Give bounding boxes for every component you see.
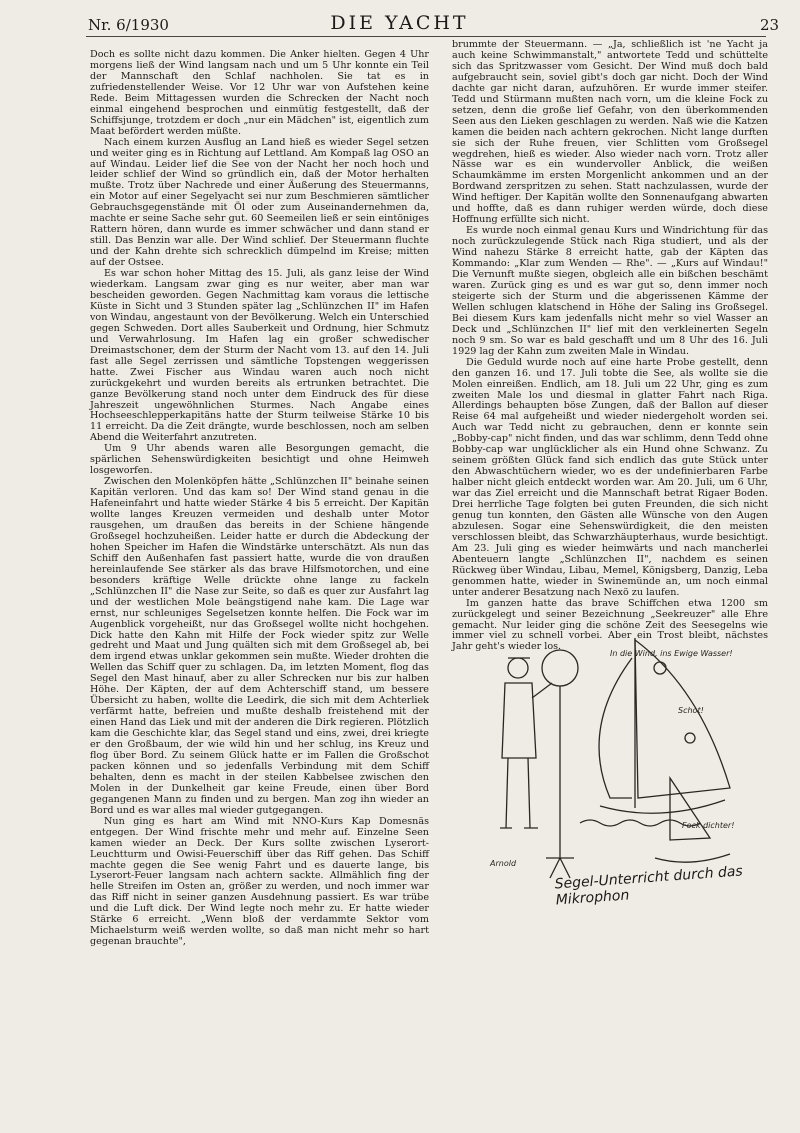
cartoon-illustration xyxy=(460,628,760,888)
drawing-lettering: Schot! xyxy=(678,706,704,715)
paragraph: Doch es sollte nicht dazu kommen. Die Anker hielten. Gegen 4 Uhr morgens ließ der Wind langsam nach und um 5 Uhr konnte ein Teil der Mannschaft den Schlaf nachholen. Sie tat es in zufriedenstellender Weise. Vor 12 Uhr war von Aufstehen keine Rede. Beim Mittagessen wurden die Schrecken der Nacht noch einmal eingehend besprochen und einmütig festgestellt, daß der Schiffsjunge, trotzdem er doch „nur ein Mädchen" ist, eigentlich zum Maat befördert werden müßte. xyxy=(90,49,429,137)
page-number: 23 xyxy=(760,16,780,34)
issue-number: Nr. 6/1930 xyxy=(88,16,169,34)
article-column-right xyxy=(452,39,768,653)
article-column-left xyxy=(90,50,429,1090)
paragraph: brummte der Steuermann. — „Ja, schließlich ist 'ne Yacht ja auch keine Schwimmanstalt," antwortete Tedd und schüttelte sich das Spritzwasser vom Gesicht. Der Wind muß doch bald aufgebraucht sein, soviel gibt's doch gar nicht. Doch der Wind dachte gar nicht daran, aufzuhören. Er wurde immer steifer. Tedd und Stürmann mußten nach vorn, um die kleine Fock zu setzen, denn die große lief Gefahr, von den überkommenden Seen aus den Lieken geschlagen zu werden. Naß wie die Katzen kamen die beiden nach achtern gekrochen. Nicht lange durften sie sich der Ruhe freuen, vier Schlitten vom Großsegel wegdrehen, hieß es wieder. Also wieder nach vorn. Trotz aller Nässe war es ein wundervoller Anblick, die weißen Schaumkämme im ersten Morgenlicht ankommen und an der Bordwand zerspritzen zu sehen. Statt nachzulassen, wurde der Wind heftiger. Der Kapitän wollte den Sonnenaufgang abwarten und hoffte, daß es dann ruhiger werden würde, doch diese Hoffnung erfüllte sich nicht. xyxy=(452,39,768,226)
drawing-lettering: In die Wind, ins Ewige Wasser! xyxy=(610,649,733,658)
paragraph: Um 9 Uhr abends waren alle Besorgungen gemacht, die spärlichen Sehenswürdigkeiten besichtigt und ohne Heimweh losgeworfen. xyxy=(90,443,429,477)
artist-signature: Arnold xyxy=(490,859,517,868)
paragraph: Nun ging es hart am Wind mit NNO-Kurs Kap Domesnäs entgegen. Der Wind frischte mehr und mehr auf. Einzelne Seen kamen wieder an Deck. Der Kurs sollte zwischen Lyserort-Leuchtturm und Owisi-Feuerschiff über das Riff gehen. Das Schiff machte gegen die See wenig Fahrt und es dauerte lange, bis Lyserort-Feuer langsam nach achtern sackte. Allmählich fing der helle Streifen im Osten an, größer zu werden, und noch immer war das Riff nicht in seiner ganzen Ausdehnung passiert. Es war trübe und die Luft dick. Der Wind legte noch mehr zu. Er hatte wieder Stärke 6 erreicht. „Wenn bloß der verdammte Sektor vom Michaelsturm weiß werden wollte, so daß man nicht mehr so hart gegenan brauchte", xyxy=(90,815,429,948)
paragraph: Zwischen den Molenköpfen hätte „Schlünzchen II" beinahe seinen Kapitän verloren. Und das kam so! Der Wind stand genau in die Hafeneinfahrt und hatte wieder Stärke 4 bis 5 erreicht. Der Kapitän wollte langes Kreuzen vermeiden und deshalb unter Motor rausgehen, um draußen das bereits in der Schiene hängende Großsegel hochzuheißen. Leider hatte er durch die Abdeckung der hohen Speicher im Hafen die Windstärke unterschätzt. Als nun das Schiff den Außenhafen fast passiert hatte, wurde die von draußen hereinlaufende See stärker als das brave Hilfsmotorchen, und eine besonders kräftige Welle drückte ohne lange zu fackeln „Schlünzchen II" die Nase zur Seite, so daß es quer zur Ausfahrt lag und der westlichen Mole beängstigend nahe kam. Die Lage war ernst, nur schleuniges Segelsetzen konnte helfen. Die Fock war im Augenblick vorgeheißt, nur das Großsegel wollte nicht hochgehen. Dick hatte den Kahn mit Hilfe der Fock wieder spitz zur Welle gedreht und Maat und Jung quälten sich mit dem Großsegel ab, bei dem irgend etwas unklar gekommen sein mußte. Wieder drohten die Wellen das Schiff quer zu schlagen. Da, im letzten Moment, flog das Segel den Mast hinauf, aber zu aller Schrecken nur bis zur halben Höhe. Der Käpten, der auf dem Achterschiff stand, um bessere Übersicht zu haben, wollte die Leedirk, die sich mit dem Achterliek verfärmt hatte, befreien und mußte deshalb freistehend mit der einen Hand das Liek und mit der anderen die Dirk regieren. Plötzlich kam die Geschichte klar, das Segel stand und eins, zwei, drei kriegte er den Großbaum, der wie wild hin und her schlug, ins Kreuz und flog über Bord. Zu seinem Glück hatte er im Fallen die Großschot packen können und so jedenfalls Verbindung mit dem Schiff behalten, denn es macht in der steilen Kabbelsee zwischen den Molen in der Dunkelheit gar keine Freude, einen über Bord gegangenen Mann zu finden und zu bergen. Man zog ihn wieder an Bord und es war alles mal wieder gutgegangen. xyxy=(90,476,429,816)
publication-title: DIE YACHT xyxy=(330,12,469,34)
drawing-lettering: Fock dichter! xyxy=(682,821,735,830)
paragraph: Im ganzen hatte das brave Schiffchen etwa 1200 sm zurückgelegt und seiner Bezeichnung „Seekreuzer" alle Ehre gemacht. Nur leider ging die schöne Zeit des Seesegelns wie immer viel zu schnell vorbei. Aber ein Trost bleibt, nächstes Jahr geht's wieder los. xyxy=(452,597,768,653)
paragraph: Es war schon hoher Mittag des 15. Juli, als ganz leise der Wind wiederkam. Langsam zwar ging es nur weiter, aber man war bescheiden geworden. Gegen Nachmittag kam voraus die lettische Küste in Sicht und 3 Stunden später lag „Schlünzchen II" im Hafen von Windau, angestaunt von der Bevölkerung. Welch ein Unterschied gegen Schweden. Dort alles Sauberkeit und Ordnung, hier Schmutz und Verwahrlosung. Im Hafen lag ein großer schwedischer Dreimastschoner, dem der Sturm der Nacht vom 13. auf den 14. Juli fast alle Segel zerrissen und sämtliche Topstengen weggerissen hatte. Zwei Fischer aus Windau waren auch noch nicht zurückgekehrt und wurden bereits als ertrunken betrachtet. Die ganze Bevölkerung stand noch unter dem Eindruck des für diese Jahreszeit ungewöhnlichen Sturmes. Nach Angabe eines Hochseeschlepperkapitäns hatte der Sturm teilweise Stärke 10 bis 11 erreicht. Da die Zeit drängte, wurde beschlossen, noch am selben Abend die Weiterfahrt anzutreten. xyxy=(90,268,429,444)
illustration-caption: Segel-Unterricht durch das Mikrophon xyxy=(554,863,744,909)
paragraph: Es wurde noch einmal genau Kurs und Windrichtung für das noch zurückzulegende Stück nach Riga studiert, und als der Wind nahezu Stärke 8 erreicht hatte, gab der Käpten das Kommando: „Klar zum Wenden — Rhe". — „Kurs auf Windau!" Die Vernunft mußte siegen, obgleich alle ein bißchen beschämt waren. Zurück ging es und es war gut so, denn immer noch steigerte sich der Sturm und die abgerissenen Kämme der Wellen schlugen klatschend in Höhe der Saling ins Großsegel. Bei diesem Kurs kam jedenfalls nicht mehr so viel Wasser an Deck und „Schlünzchen II" lief mit den verkleinerten Segeln noch 9 sm. So war es bald geschafft und um 8 Uhr des 16. Juli 1929 lag der Kahn zum zweiten Male in Windau. xyxy=(452,225,768,357)
header-rule xyxy=(86,36,766,37)
paragraph: Nach einem kurzen Ausflug an Land hieß es wieder Segel setzen und weiter ging es in Richtung auf Lettland. Am Kompaß lag OSO an auf Windau. Leider lief die See von der Nacht her noch hoch und leider schlief der Wind so gründlich ein, daß der Motor herhalten mußte. Trotz über Nachrede und einer Äußerung des Steuermanns, ein Motor auf einer Segelyacht sei nur zum Beschmieren sämtlicher Gebrauchsgegenstände mit Öl oder zum Auseinandernehmen da, machte er seine Sache sehr gut. 60 Seemeilen ließ er sein eintöniges Rattern hören, dann wurde es immer schwächer und dann stand er still. Das Benzin war alle. Der Wind schlief. Der Steuermann fluchte und der Kahn drehte sich schrecklich dümpelnd im Kreise; mitten auf der Ostsee. xyxy=(90,136,429,269)
paragraph: Die Geduld wurde noch auf eine harte Probe gestellt, denn den ganzen 16. und 17. Juli tobte die See, als wollte sie die Molen einreißen. Endlich, am 18. Juli um 22 Uhr, ging es zum zweiten Male los und diesmal in glatter Fahrt nach Riga. Allerdings behaupten böse Zungen, daß der Ballon auf dieser Reise 64 mal aufgeheißt und wieder niedergeholt worden sei. Auch war Tedd nicht zu gebrauchen, denn er konnte sein „Bobby-cap" nicht finden, und das war schlimm, denn Tedd ohne Bobby-cap war unglücklicher als ein Hund ohne Schwanz. Zu seinem größten Glück fand sich endlich das gute Stück unter den Abwaschtüchern wieder, wo es der undefinierbaren Farbe halber nicht gleich entdeckt worden war. Am 20. Juli, um 6 Uhr, war das Ziel erreicht und die Mannschaft betrat Rigaer Boden. Drei herrliche Tage folgten bei guten Freunden, die sich nicht genug tun konnten, den Gästen alle Wünsche von den Augen abzulesen. Sogar eine Sehenswürdigkeit, die den meisten verschlossen bleibt, das Schwarzhäupterhaus, wurde besichtigt. Am 23. Juli ging es wieder heimwärts und nach mancherlei Abenteuern langte „Schlünzchen II", nachdem es seinen Rückweg über Windau, Libau, Memel, Königsberg, Danzig, Leba genommen hatte, wieder in Swinemünde an, um noch einmal unter anderer Besatzung nach Nexö zu laufen. xyxy=(452,356,768,598)
